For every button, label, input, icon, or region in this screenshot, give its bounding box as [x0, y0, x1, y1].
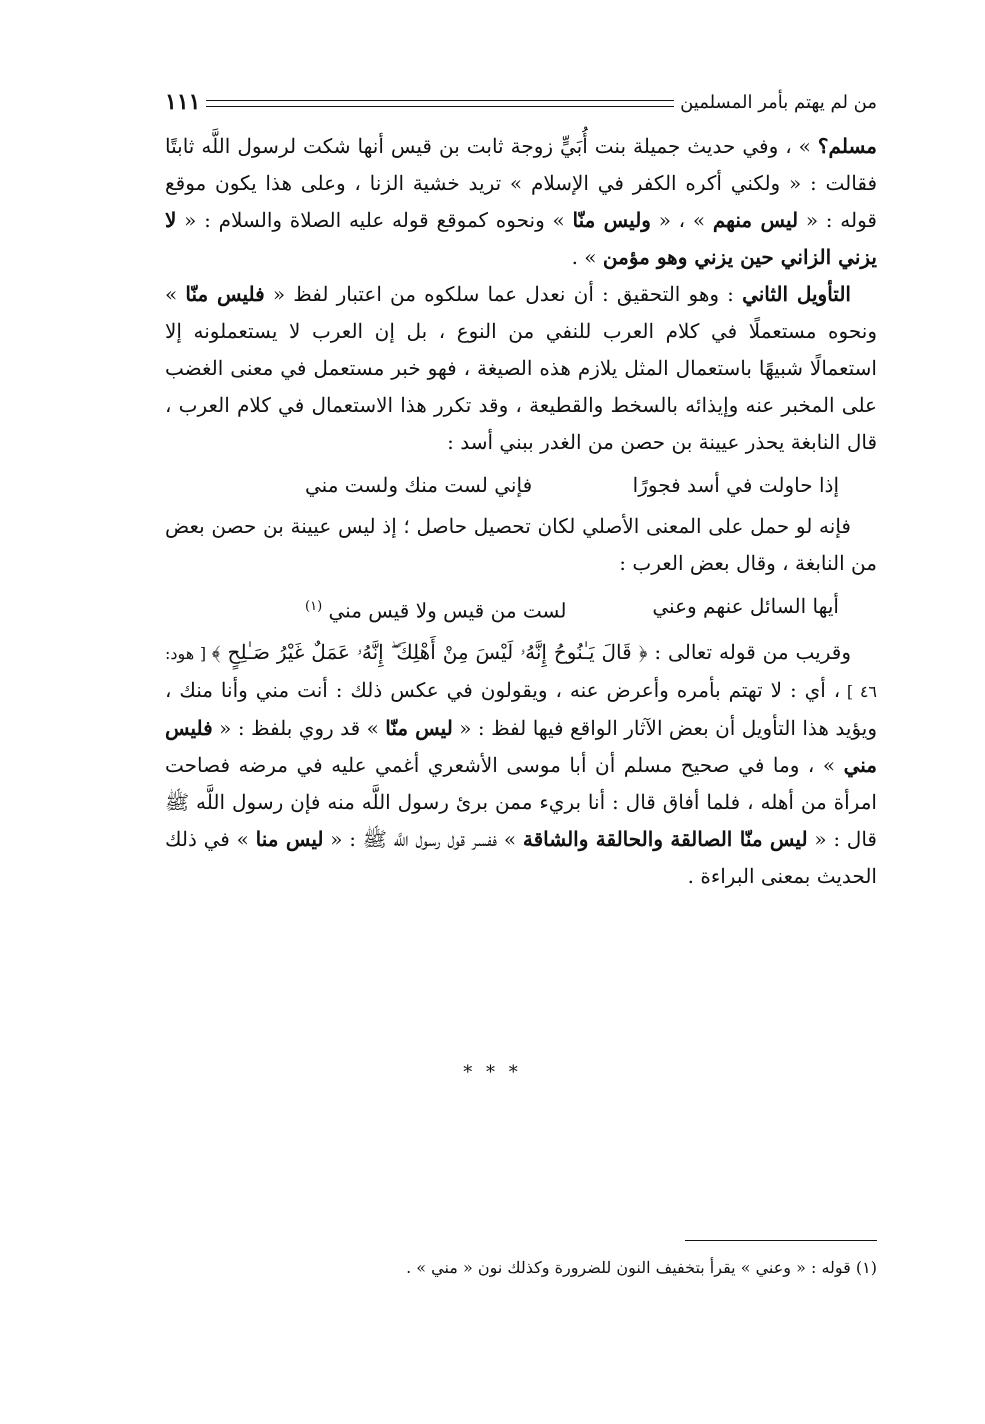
- bold-phrase: ليس منّا الصالقة والحالقة والشاقة: [522, 826, 808, 851]
- footnote: (١) قوله : « وعني » يقرأ بتخفيف النون للضرورة وكذلك نون « مني » .: [406, 1258, 877, 1277]
- footnote-marker: (١): [305, 599, 323, 614]
- verse-first-hemistich: إذا حاولت في أسد فجورًا: [632, 473, 839, 497]
- bold-phrase: فليس منّا: [185, 282, 265, 306]
- text-run: » ، وما في صحيح مسلم أن أبا موسى الأشعري أغمي عليه في مرضه فصاحت امرأة من أهله ، فلما أفاق قال : أنا بريء ممن برئ رسول اللَّه منه فإن رسول اللَّه ﷺ قال : «: [165, 752, 877, 851]
- verse-first-hemistich: أيها السائل عنهم وعني: [652, 594, 839, 618]
- quran-citation: [ هود: ٤٦ ]: [165, 643, 877, 701]
- text-run: ، أي : لا تهتم بأمره وأعرض عنه ، ويقولون في عكس ذلك : أنت مني وأنا منك ، ويؤيد هذا التأويل أن بعض الآثار الواقع فيها لفظ : «: [165, 677, 877, 740]
- footnote-rule: [685, 1240, 877, 1241]
- bold-phrase: وليس منّا: [572, 208, 651, 232]
- bold-phrase: ليس منهم: [712, 208, 799, 232]
- bold-phrase: مسلم؟: [817, 134, 877, 158]
- bold-phrase: ليس منّا: [385, 715, 453, 740]
- verse-second-hemistich: لست من قيس ولا قيس مني $^{(١)}$: [305, 598, 567, 623]
- main-text: [165, 128, 877, 895]
- page-header: [165, 86, 877, 118]
- bold-phrase: ليس منا: [255, 826, 324, 851]
- paragraph-2: [165, 276, 877, 461]
- text-run: : وهو التحقيق : أن نعدل عما سلكوه من اعتبار لفظ «: [264, 282, 743, 306]
- paragraph-3: [165, 508, 877, 582]
- quran-verse: ﴿ قَالَ يَـٰنُوحُ إِنَّهُۥ لَيْسَ مِنْ أَهْلِكَ ۖ إِنَّهُۥ عَمَلٌ غَيْرُ صَـٰلِحٍ ﴾: [211, 639, 648, 664]
- text-run: » .: [571, 245, 603, 269]
- section-heading: التأويل الثاني: [742, 282, 851, 306]
- text-run: » ، «: [650, 208, 713, 232]
- paragraph-1: [165, 128, 877, 276]
- text-run: » ونحوه مستعملًا في كلام العرب للنفي من النوع ، بل إن العرب لا يستعملونه إلا استعمالًا شبيهًا باستعمال المثل يلازم هذه الصيغة ، فهو خبر مستعمل في معنى الغضب على المخبر عنه وإيذائه بالسخط والقطيعة ، وقد تكرر هذا الاستعمال في كلام العرب ، قال النابغة يحذر عيينة بن حصن من الغدر ببني أسد :: [165, 282, 877, 454]
- bold-phrase: لا يزني الزاني حين يزني وهو مؤمن: [165, 208, 877, 269]
- paragraph-4: [165, 634, 877, 895]
- running-title: من لم يهتم بأمر المسلمين: [680, 91, 877, 113]
- header-rule: [206, 100, 674, 107]
- page-number: ١١١: [165, 89, 201, 115]
- text-run: » قد روي بلفظ : «: [212, 715, 386, 740]
- section-separator: * * *: [463, 1062, 522, 1083]
- text-run: » في ذلك الحديث بمعنى البراءة .: [165, 826, 877, 888]
- text-run: » ففسر قول رسول اللَّه ﷺ : «: [323, 826, 523, 851]
- verse-second-hemistich: فإني لست منك ولست مني: [305, 473, 533, 497]
- bold-phrase: فليس مني: [165, 715, 877, 777]
- text-run: » ونحوه كموقع قوله عليه الصلاة والسلام : «: [176, 208, 573, 232]
- text-run: وقريب من قوله تعالى :: [647, 639, 851, 664]
- poetry-verse-1: [165, 467, 877, 504]
- text-run: فإنه لو حمل على المعنى الأصلي لكان تحصيل حاصل ؛ إذ ليس عيينة بن حصن بعض من النابغة ، وقال بعض العرب :: [165, 514, 877, 575]
- text-run: » ، وفي حديث جميلة بنت أُبَيٍّ زوجة ثابت بن قيس أنها شكت لرسول اللَّه ثابتًا فقالت : « ولكني أكره الكفر في الإسلام » تريد خشية الزنا ، وعلى هذا يكون موقع قوله : «: [165, 134, 877, 232]
- poetry-verse-2: [165, 588, 877, 630]
